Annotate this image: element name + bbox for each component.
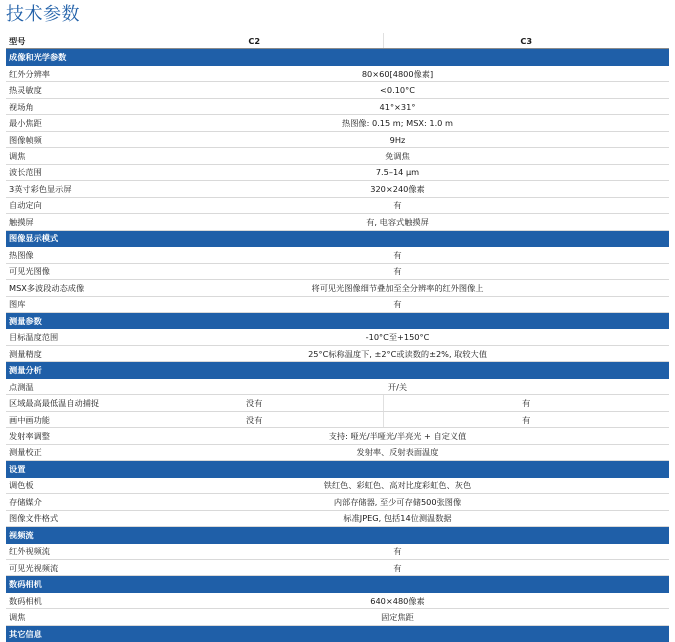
row-label: 点测温 (6, 378, 126, 394)
section-title: 成像和光学参数 (6, 49, 669, 65)
row-value: 有 (126, 263, 669, 279)
row-value: 铁红色、彩虹色、高对比度彩虹色、灰色 (126, 477, 669, 493)
row-value: 免调焦 (126, 148, 669, 164)
row-value: 发射率、反射表面温度 (126, 444, 669, 460)
table-row (6, 296, 669, 312)
section-title: 设置 (6, 461, 669, 477)
table-row (6, 181, 669, 197)
row-label: 3英寸彩色显示屏 (6, 181, 126, 197)
row-label: 自动定向 (6, 197, 126, 213)
row-value: 开/关 (126, 378, 669, 394)
section-header (6, 362, 669, 378)
table-row (6, 494, 669, 510)
row-label: 视场角 (6, 98, 126, 114)
table-row (6, 148, 669, 164)
table-row (6, 98, 669, 114)
table-row (6, 428, 669, 444)
row-value: 640×480像素 (126, 592, 669, 608)
page-title: 技术参数 (6, 4, 80, 25)
table-row (6, 592, 669, 608)
row-label: 发射率调整 (6, 428, 126, 444)
row-label: 区域最高最低温自动捕捉 (6, 395, 126, 411)
row-label: 目标温度范围 (6, 329, 126, 345)
table-row (6, 543, 669, 559)
row-value-c2: 没有 (126, 411, 383, 427)
table-row (6, 247, 669, 263)
row-label: 可见光视频流 (6, 560, 126, 576)
table-row (6, 411, 669, 427)
row-value: 320×240像素 (126, 181, 669, 197)
section-header (6, 312, 669, 328)
row-value: 80×60[4800像素] (126, 65, 669, 81)
header-model-label: 型号 (6, 33, 126, 49)
row-label: MSX多波段动态成像 (6, 280, 126, 296)
table-row (6, 115, 669, 131)
table-row (6, 131, 669, 147)
row-value: <0.10°C (126, 82, 669, 98)
row-value: 有 (126, 197, 669, 213)
table-row (6, 444, 669, 460)
row-label: 调色板 (6, 477, 126, 493)
row-label: 最小焦距 (6, 115, 126, 131)
table-row (6, 197, 669, 213)
row-value: 标准JPEG, 包括14位测温数据 (126, 510, 669, 526)
row-label: 画中画功能 (6, 411, 126, 427)
row-label: 图像文件格式 (6, 510, 126, 526)
row-value: 有 (126, 247, 669, 263)
header-c3: C3 (383, 33, 669, 49)
row-label: 测量校正 (6, 444, 126, 460)
table-row (6, 345, 669, 361)
row-label: 红外视频流 (6, 543, 126, 559)
row-value: -10°C至+150°C (126, 329, 669, 345)
row-label: 图库 (6, 296, 126, 312)
row-value: 固定焦距 (126, 609, 669, 625)
row-value: 热图像: 0.15 m; MSX: 1.0 m (126, 115, 669, 131)
spec-table-body (6, 33, 669, 642)
section-title: 测量参数 (6, 312, 669, 328)
table-row (6, 378, 669, 394)
row-value: 有 (126, 543, 669, 559)
row-label: 可见光图像 (6, 263, 126, 279)
row-label: 红外分辨率 (6, 65, 126, 81)
row-value: 25°C标称温度下, ±2°C或读数的±2%, 取较大值 (126, 345, 669, 361)
row-label: 存储媒介 (6, 494, 126, 510)
table-row (6, 65, 669, 81)
section-header (6, 49, 669, 65)
header-c2: C2 (126, 33, 383, 49)
table-row (6, 395, 669, 411)
row-label: 触摸屏 (6, 214, 126, 230)
table-row (6, 164, 669, 180)
row-value: 有 (126, 560, 669, 576)
row-value: 有, 电容式触摸屏 (126, 214, 669, 230)
section-title: 视频流 (6, 527, 669, 543)
row-value-c3: 有 (383, 411, 669, 427)
row-value-c3: 有 (383, 395, 669, 411)
table-row (6, 263, 669, 279)
section-title: 图像显示模式 (6, 230, 669, 246)
row-value: 9Hz (126, 131, 669, 147)
row-label: 数码相机 (6, 592, 126, 608)
section-header (6, 576, 669, 592)
row-label: 调焦 (6, 148, 126, 164)
table-row (6, 82, 669, 98)
row-label: 图像帧频 (6, 131, 126, 147)
spec-table (6, 33, 669, 642)
table-row (6, 609, 669, 625)
section-title: 测量分析 (6, 362, 669, 378)
table-row (6, 214, 669, 230)
row-value: 41°×31° (126, 98, 669, 114)
table-row (6, 510, 669, 526)
row-value: 将可见光图像细节叠加至全分辨率的红外图像上 (126, 280, 669, 296)
section-title: 数码相机 (6, 576, 669, 592)
table-row (6, 280, 669, 296)
section-header (6, 625, 669, 641)
row-value: 有 (126, 296, 669, 312)
section-header (6, 230, 669, 246)
table-row (6, 477, 669, 493)
row-value-c2: 没有 (126, 395, 383, 411)
row-value: 支持: 哑光/半哑光/半亮光 + 自定义值 (126, 428, 669, 444)
table-row (6, 329, 669, 345)
row-label: 波长范围 (6, 164, 126, 180)
section-header (6, 527, 669, 543)
table-header-row (6, 33, 669, 49)
section-header (6, 461, 669, 477)
row-label: 热图像 (6, 247, 126, 263)
row-value: 7.5–14 µm (126, 164, 669, 180)
row-label: 调焦 (6, 609, 126, 625)
section-title: 其它信息 (6, 625, 669, 641)
table-row (6, 560, 669, 576)
row-label: 热灵敏度 (6, 82, 126, 98)
row-value: 内部存储器, 至少可存储500张图像 (126, 494, 669, 510)
row-label: 测量精度 (6, 345, 126, 361)
